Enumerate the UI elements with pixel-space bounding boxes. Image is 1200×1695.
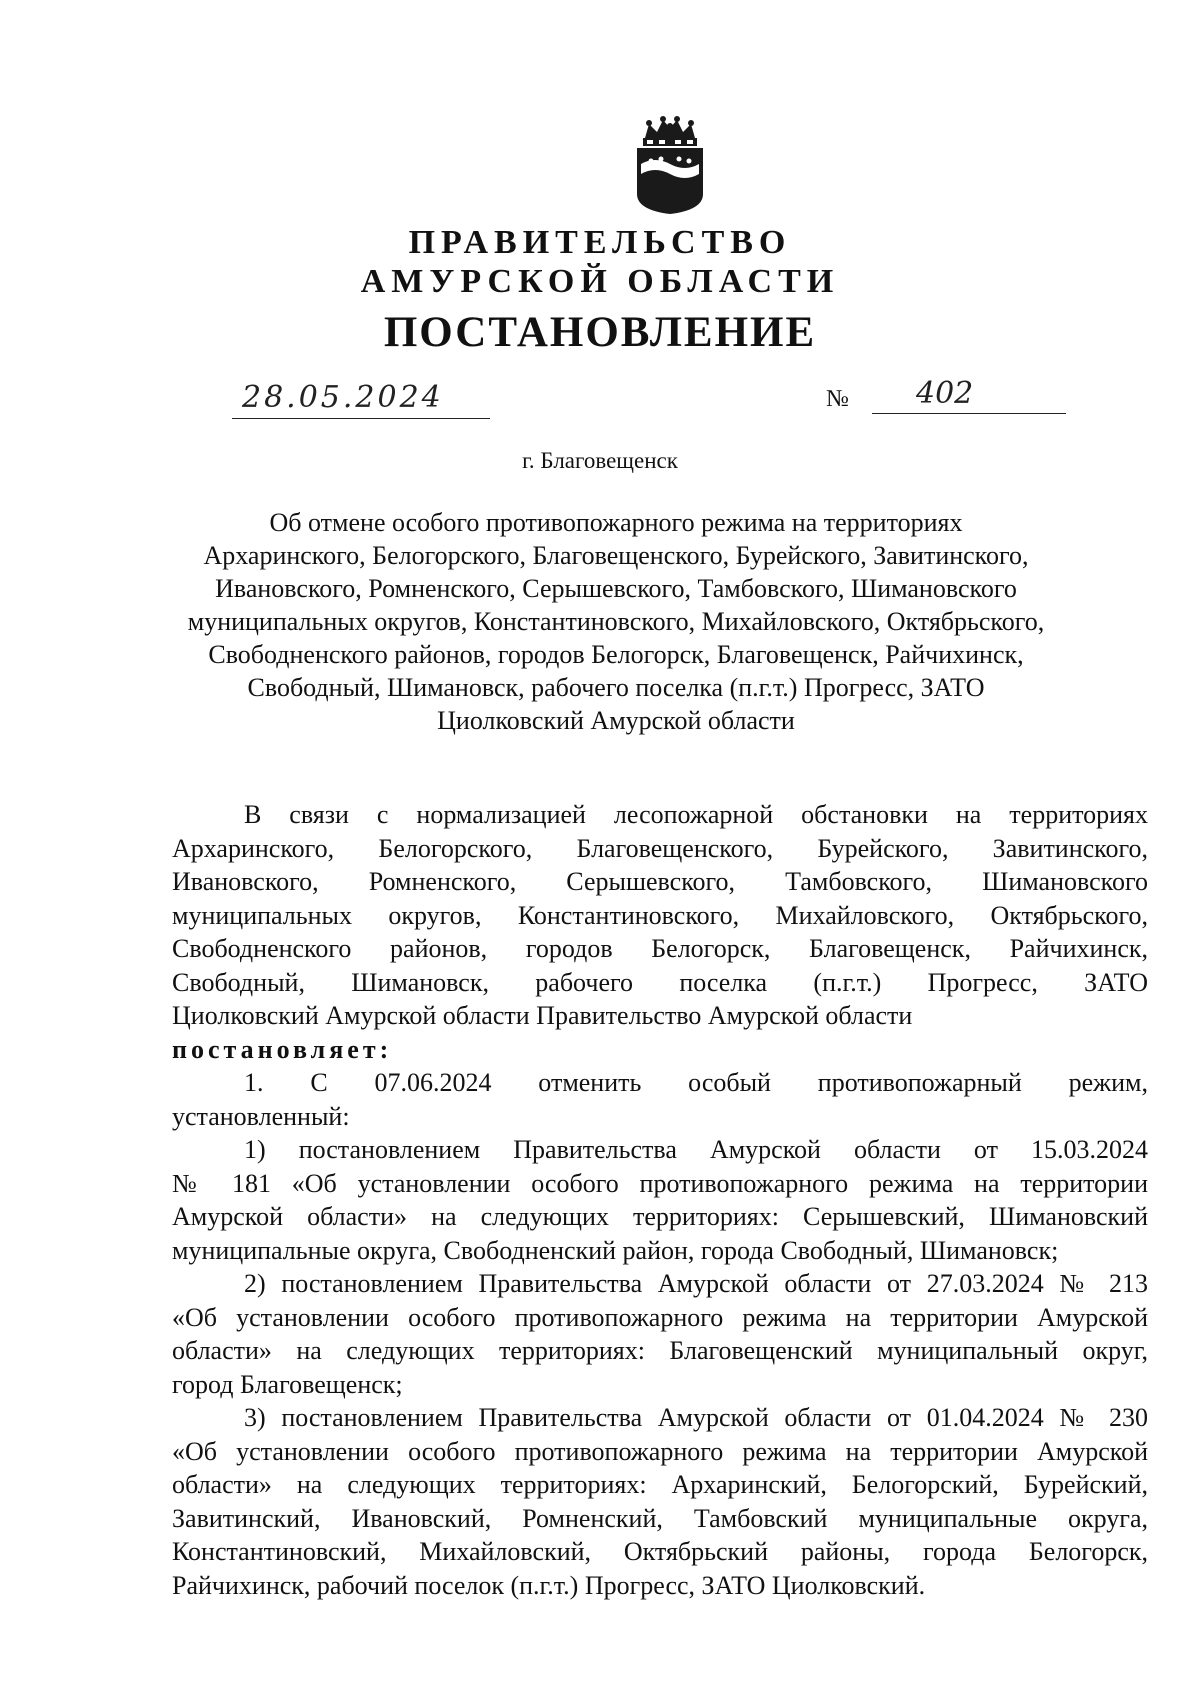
document-body [172, 798, 1148, 1602]
document-type: ПОСТАНОВЛЕНИЕ [383, 309, 817, 356]
body-line: № 181 «Об установлении особого противопожарного режима на территории [172, 1168, 1148, 1198]
title-line: Об отмене особого противопожарного режима на территориях [269, 508, 963, 537]
body-line: «Об установлении особого противопожарного режима на территории Амурской [172, 1302, 1148, 1332]
number-underline [872, 413, 1066, 414]
body-line: Ивановского, Ромненского, Серышевского, Тамбовского, Шимановского [172, 867, 1148, 896]
title-line: муниципальных округов, Константиновского, Михайловского, Октябрьского, [187, 607, 1045, 636]
document-number-field [872, 376, 1066, 420]
body-line: Свободненского районов, городов Белогорск, Благовещенск, Райчихинск, [172, 934, 1148, 963]
title-line: Свободный, Шимановск, рабочего поселка (п.г.т.) Прогресс, ЗАТО [247, 673, 985, 702]
clause-1: 1. С 07.06.2024 отменить особый противопожарный режим, [244, 1068, 1148, 1097]
subclause-3: 3) постановлением Правительства Амурской области от 01.04.2024 № 230 [244, 1403, 1148, 1432]
body-line: Циолковский Амурской области Правительство Амурской области [172, 1001, 913, 1030]
organization-name-line2: АМУРСКОЙ ОБЛАСТИ [360, 263, 840, 300]
coat-of-arms-icon [631, 116, 709, 216]
subclause-1: 1) постановлением Правительства Амурской области от 15.03.2024 [244, 1135, 1148, 1164]
body-line: В связи с нормализацией лесопожарной обстановки на территориях [244, 800, 1148, 829]
body-line: Завитинский, Ивановский, Ромненский, Тамбовский муниципальные округа, [172, 1503, 1148, 1533]
title-line: Ивановского, Ромненского, Серышевского, Тамбовского, Шимановского [215, 574, 1017, 603]
body-line: установленный: [172, 1101, 350, 1131]
organization-name-line1: ПРАВИТЕЛЬСТВО [408, 224, 792, 261]
body-line: «Об установлении особого противопожарного режима на территории Амурской [172, 1436, 1148, 1466]
body-line: город Благовещенск; [172, 1369, 403, 1399]
body-line: области» на следующих территориях: Архаринский, Белогорский, Бурейский, [172, 1470, 1148, 1499]
body-line: Архаринского, Белогорского, Благовещенского, Бурейского, Завитинского, [172, 833, 1148, 863]
body-line: Амурской области» на следующих территориях: Серышевский, Шимановский [172, 1202, 1148, 1231]
date-underline [232, 418, 490, 419]
body-line: Константиновский, Михайловский, Октябрьский районы, города Белогорск, [172, 1537, 1148, 1566]
body-line: муниципальных округов, Константиновского, Михайловского, Октябрьского, [172, 900, 1148, 930]
title-line: Архаринского, Белогорского, Благовещенского, Бурейского, Завитинского, [203, 541, 1029, 570]
body-line: Райчихинск, рабочий поселок (п.г.т.) Прогресс, ЗАТО Циолковский. [172, 1570, 926, 1600]
number-label: № [826, 386, 849, 412]
title-line: Свободненского районов, городов Белогорск, Благовещенск, Райчихинск, [208, 640, 1024, 669]
subclause-2: 2) постановлением Правительства Амурской области от 27.03.2024 № 213 [244, 1269, 1148, 1298]
body-line: области» на следующих территориях: Благовещенский муниципальный округ, [172, 1336, 1148, 1365]
document-date: 28.05.2024 [242, 380, 444, 415]
document-date-field [232, 380, 490, 420]
document-title [168, 506, 1064, 737]
body-line: Свободный, Шимановск, рабочего поселка (п.г.т.) Прогресс, ЗАТО [172, 967, 1148, 997]
city: г. Благовещенск [522, 448, 678, 473]
resolution-keyword: постановляет: [172, 1034, 393, 1064]
title-line: Циолковский Амурской области [437, 706, 795, 735]
document-number: 402 [916, 376, 974, 411]
body-line: муниципальные округа, Свободненский район, города Свободный, Шимановск; [172, 1235, 1059, 1265]
